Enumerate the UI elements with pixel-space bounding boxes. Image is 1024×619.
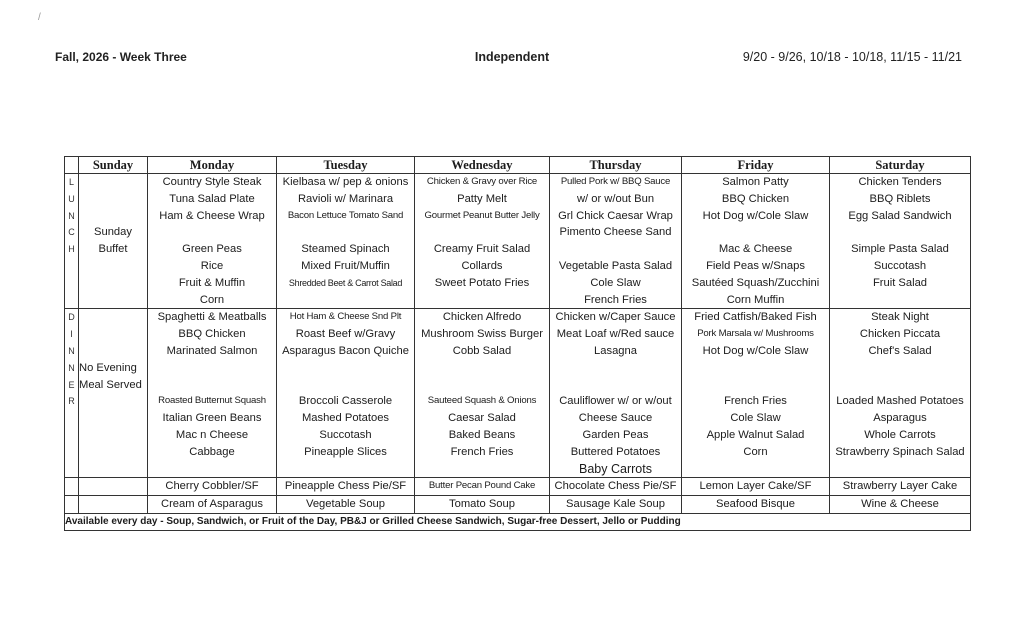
dessert-row [65, 478, 971, 496]
menu-item: Garden Peas [582, 428, 649, 441]
tuesday-lunch-cell [277, 174, 415, 309]
menu-item: Succotash [873, 259, 927, 272]
soup-cell [79, 496, 148, 514]
wednesday-dinner-cell [415, 309, 550, 478]
sunday-lunch-cell [79, 174, 148, 309]
sunday-dinner-cell [79, 309, 148, 478]
weekly-menu-table [64, 156, 971, 531]
menu-item: French Fries [450, 445, 514, 458]
dessert-cell [79, 478, 148, 496]
menu-item [682, 360, 829, 377]
menu-item: Sautéed Squash/Zucchini [691, 276, 820, 289]
soup-label-cell [65, 496, 79, 514]
menu-item: Asparagus [873, 412, 927, 425]
menu-item: Green Peas [182, 243, 242, 256]
menu-subtitle: Independent [474, 50, 550, 64]
menu-item: Cauliflower w/ or w/out [559, 395, 672, 408]
menu-item: Steak Night [871, 311, 929, 324]
menu-item: Succotash [319, 428, 372, 441]
day-header: Wednesday [415, 157, 550, 174]
dinner-label: D I N N E R [65, 309, 79, 478]
day-header: Friday [682, 157, 830, 174]
menu-item: Gourmet Peanut Butter Jelly [424, 209, 540, 221]
menu-item [277, 377, 414, 394]
menu-item: Marinated Salmon [166, 344, 258, 357]
menu-item: Vegetable Pasta Salad [558, 259, 673, 272]
menu-item: Cobb Salad [452, 344, 512, 357]
menu-item: Whole Carrots [864, 428, 936, 441]
lunch-row [65, 174, 971, 309]
menu-item: Meat Loaf w/Red sauce [556, 328, 675, 341]
menu-item [148, 377, 276, 394]
soup-cell: Tomato Soup [415, 496, 550, 514]
menu-item: Pineapple Slices [304, 445, 387, 458]
menu-title: Fall, 2026 - Week Three [55, 50, 187, 64]
dessert-label-cell [65, 478, 79, 496]
menu-item [682, 461, 829, 478]
dessert-cell: Butter Pecan Pound Cake [415, 478, 550, 496]
thursday-dinner-cell [550, 309, 682, 478]
menu-item: Lasagna [594, 344, 637, 357]
menu-item: Mushroom Swiss Burger [421, 328, 543, 341]
menu-item: Buttered Potatoes [570, 445, 661, 458]
menu-item: Mixed Fruit/Muffin [301, 259, 390, 272]
menu-item: w/ or w/out Bun [576, 192, 655, 205]
menu-item [550, 241, 681, 258]
menu-item: Rice [200, 259, 224, 272]
scan-mark: / [38, 12, 41, 23]
day-header: Sunday [79, 157, 148, 174]
menu-item: Chicken Tenders [858, 176, 942, 188]
menu-item: Apple Walnut Salad [706, 428, 805, 441]
menu-item: Chicken & Gravy over Rice [426, 176, 538, 187]
menu-item [148, 461, 276, 478]
menu-item [830, 360, 970, 377]
dessert-cell: Cherry Cobbler/SF [148, 478, 277, 496]
menu-item: Broccoli Casserole [298, 395, 393, 408]
day-header: Tuesday [277, 157, 415, 174]
menu-item: Mashed Potatoes [301, 412, 390, 425]
dessert-cell: Pineapple Chess Pie/SF [277, 478, 415, 496]
menu-item: Cheese Sauce [578, 412, 653, 425]
menu-item [148, 224, 276, 241]
monday-dinner-cell [148, 309, 277, 478]
menu-item [682, 224, 829, 241]
menu-item [415, 224, 549, 241]
menu-item: Baby Carrots [579, 461, 652, 476]
menu-item [550, 377, 681, 394]
menu-item: Sweet Potato Fries [434, 276, 530, 289]
menu-dates: 9/20 - 9/26, 10/18 - 10/18, 11/15 - 11/21 [742, 50, 962, 64]
menu-item: Cole Slaw [730, 412, 781, 425]
menu-item: Fruit Salad [872, 276, 928, 289]
menu-item: French Fries [584, 293, 647, 306]
menu-item: Pulled Pork w/ BBQ Sauce [560, 176, 671, 187]
menu-item [830, 377, 970, 394]
menu-item: Fried Catfish/Baked Fish [694, 311, 817, 324]
menu-item: Roasted Butternut Squash [158, 395, 266, 407]
menu-item: Meal Served [79, 378, 142, 391]
menu-item: French Fries [724, 395, 787, 408]
menu-item: Fruit & Muffin [178, 276, 246, 289]
menu-item: Steamed Spinach [301, 243, 390, 256]
menu-item: Collards [461, 259, 503, 272]
menu-item [415, 377, 549, 394]
dinner-row [65, 309, 971, 478]
menu-item: BBQ Chicken [178, 328, 246, 341]
menu-item: Roast Beef w/Gravy [295, 328, 396, 341]
menu-item: Simple Pasta Salad [851, 243, 949, 256]
menu-item: Italian Green Beans [162, 412, 262, 425]
menu-item [550, 360, 681, 377]
menu-item [277, 360, 414, 377]
menu-item: Cole Slaw [590, 276, 641, 289]
menu-item [277, 224, 414, 241]
saturday-dinner-cell [830, 309, 971, 478]
menu-item: Salmon Patty [722, 176, 789, 188]
menu-item: Caesar Salad [448, 412, 516, 425]
menu-item: Hot Dog w/Cole Slaw [702, 209, 809, 222]
menu-item: Field Peas w/Snaps [706, 259, 805, 272]
menu-item [415, 292, 549, 309]
menu-item: Pimento Cheese Sand [559, 226, 672, 239]
dessert-cell: Chocolate Chess Pie/SF [550, 478, 682, 496]
tuesday-dinner-cell [277, 309, 415, 478]
menu-item: Patty Melt [457, 192, 507, 205]
menu-item: Ravioli w/ Marinara [297, 192, 394, 205]
menu-item: Sauteed Squash & Onions [427, 395, 537, 407]
lunch-label: L U N C H [65, 174, 79, 309]
menu-item: Pork Marsala w/ Mushrooms [697, 328, 814, 340]
saturday-lunch-cell [830, 174, 971, 309]
menu-item: No Evening [79, 361, 137, 374]
day-header-row [65, 157, 971, 174]
menu-item: Cabbage [189, 445, 235, 458]
menu-item: Corn Muffin [726, 293, 785, 306]
menu-item [415, 360, 549, 377]
menu-item: Chicken w/Caper Sauce [555, 311, 676, 324]
menu-item: Bacon Lettuce Tomato Sand [287, 209, 404, 221]
wednesday-lunch-cell [415, 174, 550, 309]
menu-item: Kielbasa w/ pep & onions [282, 176, 409, 188]
thursday-lunch-cell [550, 174, 682, 309]
menu-item [830, 224, 970, 241]
menu-item [415, 461, 549, 478]
soup-cell: Vegetable Soup [277, 496, 415, 514]
footer-row [65, 513, 971, 530]
dessert-cell: Lemon Layer Cake/SF [682, 478, 830, 496]
availability-note: Available every day - Soup, Sandwich, or Fruit of the Day, PB&J or Grilled Cheese Sandwich, Sugar-free Dessert, Jello or Pudding [65, 513, 971, 530]
menu-item [830, 292, 970, 309]
soup-row [65, 496, 971, 514]
soup-cell: Wine & Cheese [830, 496, 971, 514]
menu-item: Ham & Cheese Wrap [159, 209, 265, 222]
menu-item: Egg Salad Sandwich [848, 209, 952, 222]
menu-item: Asparagus Bacon Quiche [282, 344, 409, 357]
soup-cell: Seafood Bisque [682, 496, 830, 514]
menu-item: Creamy Fruit Salad [433, 243, 531, 256]
menu-item: Hot Ham & Cheese Snd Plt [289, 311, 402, 323]
menu-item: Chicken Alfredo [442, 311, 522, 324]
menu-item: Hot Dog w/Cole Slaw [702, 344, 809, 357]
menu-item: Grl Chick Caesar Wrap [558, 209, 673, 222]
menu-item: Tuna Salad Plate [169, 192, 255, 205]
menu-item: Corn [199, 293, 225, 306]
menu-item: Strawberry Spinach Salad [835, 445, 965, 458]
menu-item [830, 461, 970, 478]
menu-item: Chef's Salad [868, 344, 932, 357]
friday-lunch-cell [682, 174, 830, 309]
menu-item: Mac n Cheese [175, 428, 249, 441]
menu-item: Loaded Mashed Potatoes [836, 395, 964, 408]
day-header: Monday [148, 157, 277, 174]
menu-item [148, 360, 276, 377]
menu-item: Spaghetti & Meatballs [157, 311, 267, 324]
menu-item: Baked Beans [448, 428, 516, 441]
menu-item [277, 292, 414, 309]
menu-item: Mac & Cheese [718, 243, 793, 256]
day-header: Thursday [550, 157, 682, 174]
menu-item: Country Style Steak [162, 176, 262, 188]
menu-item: Buffet [98, 243, 128, 256]
menu-item: Shredded Beet & Carrot Salad [288, 277, 403, 288]
corner-cell [65, 157, 79, 174]
menu-item: Corn [743, 445, 768, 458]
soup-cell: Cream of Asparagus [148, 496, 277, 514]
dessert-cell: Strawberry Layer Cake [830, 478, 971, 496]
menu-item [682, 377, 829, 394]
menu-item: Sunday [94, 226, 132, 239]
menu-item [277, 461, 414, 478]
monday-lunch-cell [148, 174, 277, 309]
day-header: Saturday [830, 157, 971, 174]
menu-item: BBQ Riblets [869, 192, 931, 205]
friday-dinner-cell [682, 309, 830, 478]
menu-item: BBQ Chicken [721, 192, 790, 205]
menu-item: Chicken Piccata [859, 328, 941, 341]
soup-cell: Sausage Kale Soup [550, 496, 682, 514]
